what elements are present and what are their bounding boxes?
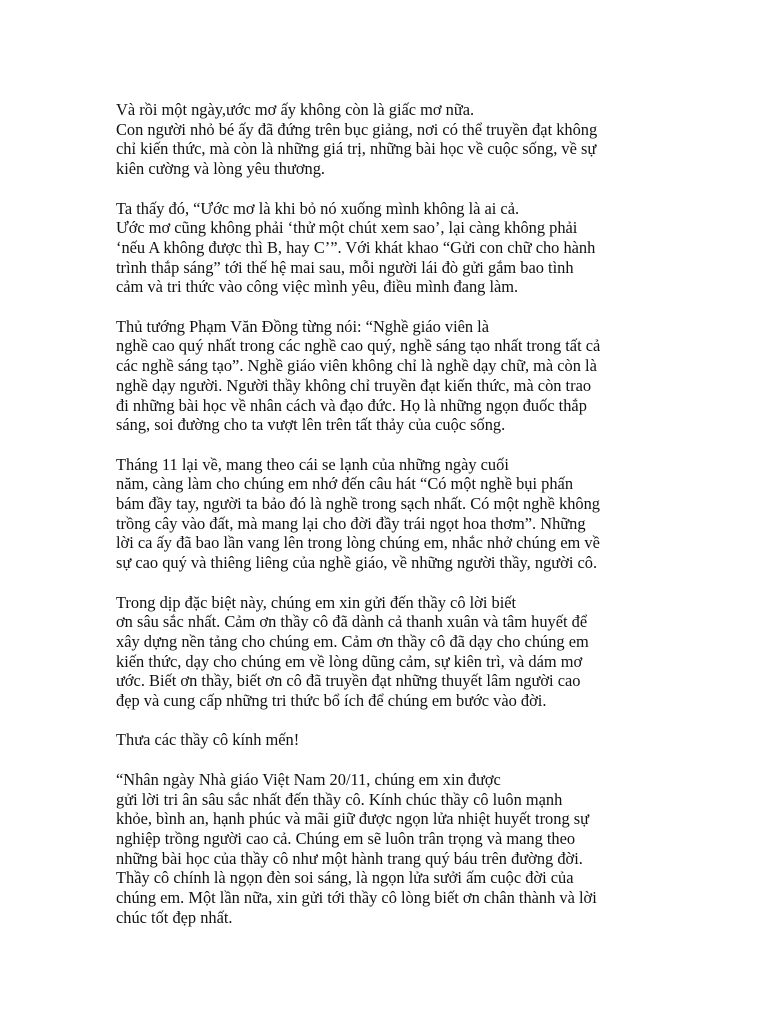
paragraph-dream-meaning: Ta thấy đó, “Ước mơ là khi bỏ nó xuống mình không là ai cả. Ước mơ cũng không phải ‘thử một chút xem sao’, lại càng không phải ‘nếu A không được thì B, hay C’”. Với khát khao “Gửi con chữ cho hành trình thắp sáng” tới thế hệ mai sau, mỗi người lái đò gửi gắm bao tình cảm và tri thức vào công việc mình yêu, điều mình đang làm. — [116, 198, 596, 297]
paragraph-gratitude: Trong dịp đặc biệt này, chúng em xin gửi đến thầy cô lời biết ơn sâu sắc nhất. Cảm ơn thầy cô đã dành cả thanh xuân và tâm huyết để xây dựng nền tảng cho chúng em. Cảm ơn thầy cô đã dạy cho chúng em kiến thức, dạy cho chúng em về lòng dũng cảm, sự kiên trì, và dám mơ ước. Biết ơn thầy, biết ơn cô đã truyền đạt những thuyết lâm người cao đẹp và cung cấp những tri thức bổ ích để chúng em bước vào đời. — [116, 592, 589, 711]
paragraph-salutation: Thưa các thầy cô kính mến! — [116, 730, 300, 750]
paragraph-wishes: “Nhân ngày Nhà giáo Việt Nam 20/11, chúng em xin được gửi lời tri ân sâu sắc nhất đến thầy cô. Kính chúc thầy cô luôn mạnh khỏe, bình an, hạnh phúc và mãi giữ được ngọn lửa nhiệt huyết trong sự nghiệp trồng người cao cả. Chúng em sẽ luôn trân trọng và mang theo những bài học của thầy cô như một hành trang quý báu trên đường đời. Thầy cô chính là ngọn đèn soi sáng, là ngọn lửa sưởi ấm cuộc đời của chúng em. Một lần nữa, xin gửi tới thầy cô lòng biết ơn chân thành và lời chúc tốt đẹp nhất. — [116, 769, 597, 927]
paragraph-dream-fulfilled: Và rồi một ngày,ước mơ ấy không còn là giấc mơ nữa. Con người nhỏ bé ấy đã đứng trên bục giảng, nơi có thể truyền đạt không chỉ kiến thức, mà còn là những giá trị, những bài học về cuộc sống, về sự kiên cường và lòng yêu thương. — [116, 100, 598, 179]
paragraph-pham-van-dong-quote: Thủ tướng Phạm Văn Đồng từng nói: “Nghề giáo viên là nghề cao quý nhất trong các nghề cao quý, nghề sáng tạo nhất trong tất cả các nghề sáng tạo”. Nghề giáo viên không chỉ là nghề dạy chữ, mà còn là nghề dạy người. Người thầy không chỉ truyền đạt kiến thức, mà còn trao đi những bài học về nhân cách và đạo đức. Họ là những ngọn đuốc thắp sáng, soi đường cho ta vượt lên trên tất thảy của cuộc sống. — [116, 316, 601, 435]
document-page — [116, 100, 654, 947]
paragraph-november: Tháng 11 lại về, mang theo cái se lạnh của những ngày cuối năm, càng làm cho chúng em nhớ đến câu hát “Có một nghề bụi phấn bám đầy tay, người ta bảo đó là nghề trong sạch nhất. Có một nghề không trồng cây vào đất, mà mang lại cho đời đầy trái ngọt hoa thơm”. Những lời ca ấy đã bao lần vang lên trong lòng chúng em, nhắc nhở chúng em về sự cao quý và thiêng liêng của nghề giáo, về những người thầy, người cô. — [116, 454, 600, 573]
